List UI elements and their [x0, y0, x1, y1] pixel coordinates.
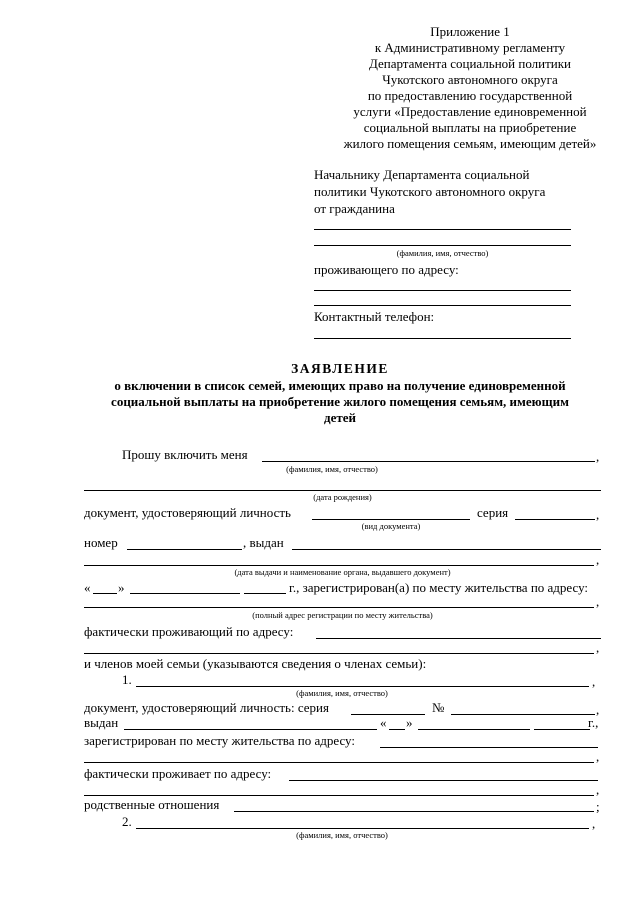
field-caption: (дата рождения) — [313, 492, 372, 502]
appendix-line: Приложение 1 — [430, 24, 510, 39]
fio-field-line[interactable] — [314, 245, 571, 246]
registered-address-label: зарегистрирован по месту жительства по адресу: — [84, 733, 356, 748]
phone-label: Контактный телефон: — [314, 309, 435, 324]
member-doc-number-line[interactable] — [451, 714, 595, 715]
member-number: 1. — [122, 672, 132, 687]
appendix-line: к Административному регламенту — [374, 40, 566, 55]
day-line[interactable] — [389, 729, 405, 730]
appendix-line: социальной выплаты на приобретение — [363, 120, 577, 135]
member-number: 2. — [122, 814, 132, 829]
field-caption: (полный адрес регистрации по месту жительства) — [252, 610, 433, 620]
appendix-line: Департамента социальной политики — [368, 56, 572, 71]
appendix-block — [320, 24, 620, 152]
comma: , — [596, 749, 600, 764]
fio-field-line[interactable] — [314, 229, 571, 230]
comma: , — [596, 702, 600, 717]
field-caption: (фамилия, имя, отчество) — [296, 688, 388, 698]
member-actual-address-line[interactable] — [84, 795, 594, 796]
year-line[interactable] — [244, 593, 286, 594]
comma: , — [596, 640, 600, 655]
member-issuer-line[interactable] — [124, 729, 377, 730]
address-field-line[interactable] — [314, 290, 571, 291]
address-label: проживающего по адресу: — [314, 262, 459, 277]
addressee-line: Начальнику Департамента социальной — [314, 167, 530, 182]
number-label: номер — [84, 535, 118, 550]
addressee-line: политики Чукотского автономного округа — [314, 184, 546, 199]
member-fio-line[interactable] — [136, 686, 589, 687]
semicolon: ; — [596, 799, 600, 814]
comma: , — [596, 594, 600, 609]
member-series-line[interactable] — [351, 714, 425, 715]
year-line[interactable] — [534, 729, 590, 730]
registration-address-line[interactable] — [84, 607, 594, 608]
field-caption: (дата выдачи и наименование органа, выдавшего документ) — [234, 567, 451, 577]
series-line[interactable] — [515, 519, 595, 520]
doc-label: документ, удостоверяющий личность — [84, 505, 291, 520]
member-actual-address-line[interactable] — [289, 780, 598, 781]
address-field-line[interactable] — [314, 305, 571, 306]
field-caption: (вид документа) — [361, 521, 421, 531]
field-caption: (фамилия, имя, отчество) — [396, 248, 489, 258]
date-close-quote: » — [406, 715, 413, 730]
actual-address-label: фактически проживающий по адресу: — [84, 624, 294, 639]
family-intro: и членов моей семьи (указываются сведения о членах семьи): — [84, 656, 427, 671]
applicant-fio-line[interactable] — [262, 461, 595, 462]
relation-line[interactable] — [234, 811, 594, 812]
actual-address-line[interactable] — [84, 653, 594, 654]
birthdate-line[interactable] — [84, 490, 601, 491]
comma: , — [596, 782, 600, 797]
member-doc-label: документ, удостоверяющий личность: серия — [84, 700, 329, 715]
appendix-line: по предоставлению государственной — [367, 88, 573, 103]
doc-type-line[interactable] — [312, 519, 470, 520]
day-line[interactable] — [93, 593, 117, 594]
member-registration-line[interactable] — [380, 747, 598, 748]
relation-label: родственные отношения — [84, 797, 220, 812]
month-line[interactable] — [130, 593, 240, 594]
date-open-quote: « — [380, 715, 387, 730]
month-line[interactable] — [418, 729, 530, 730]
issued-word: выдан — [84, 715, 119, 730]
comma: , — [596, 552, 600, 567]
issued-label: , выдан — [243, 535, 284, 550]
member-fio-line[interactable] — [136, 828, 589, 829]
title-subtitle: социальной выплаты на приобретение жилого помещения семьям, имеющим — [111, 394, 569, 409]
appendix-line: жилого помещения семьям, имеющим детей» — [343, 136, 597, 151]
title-subtitle: о включении в список семей, имеющих право на получение единовременной — [114, 378, 566, 393]
addressee-line: от гражданина — [314, 201, 395, 216]
comma: , — [596, 507, 600, 522]
issuer-line[interactable] — [84, 565, 594, 566]
comma: , — [592, 674, 596, 689]
document-title: ЗАЯВЛЕНИЕ — [291, 361, 389, 376]
series-label: серия — [477, 505, 509, 520]
field-caption: (фамилия, имя, отчество) — [296, 830, 388, 840]
appendix-line: услуги «Предоставление единовременной — [353, 104, 587, 119]
date-open-quote: « — [84, 580, 91, 595]
request-label: Прошу включить меня — [122, 447, 248, 462]
phone-field-line[interactable] — [314, 338, 571, 339]
number-line[interactable] — [127, 549, 242, 550]
comma: , — [596, 449, 600, 464]
title-subtitle: детей — [324, 410, 356, 425]
comma: , — [592, 816, 596, 831]
issuer-line[interactable] — [292, 549, 601, 550]
field-caption: (фамилия, имя, отчество) — [286, 464, 378, 474]
year-abbr: г., — [588, 715, 599, 730]
actual-address-line[interactable] — [316, 638, 601, 639]
appendix-line: Чукотского автономного округа — [382, 72, 558, 87]
date-close-quote: » — [118, 580, 125, 595]
actual-lives-label: фактически проживает по адресу: — [84, 766, 272, 781]
member-registration-line[interactable] — [84, 762, 594, 763]
number-sign: № — [432, 700, 445, 715]
registered-label: г., зарегистрирован(а) по месту жительства по адресу: — [289, 580, 589, 595]
